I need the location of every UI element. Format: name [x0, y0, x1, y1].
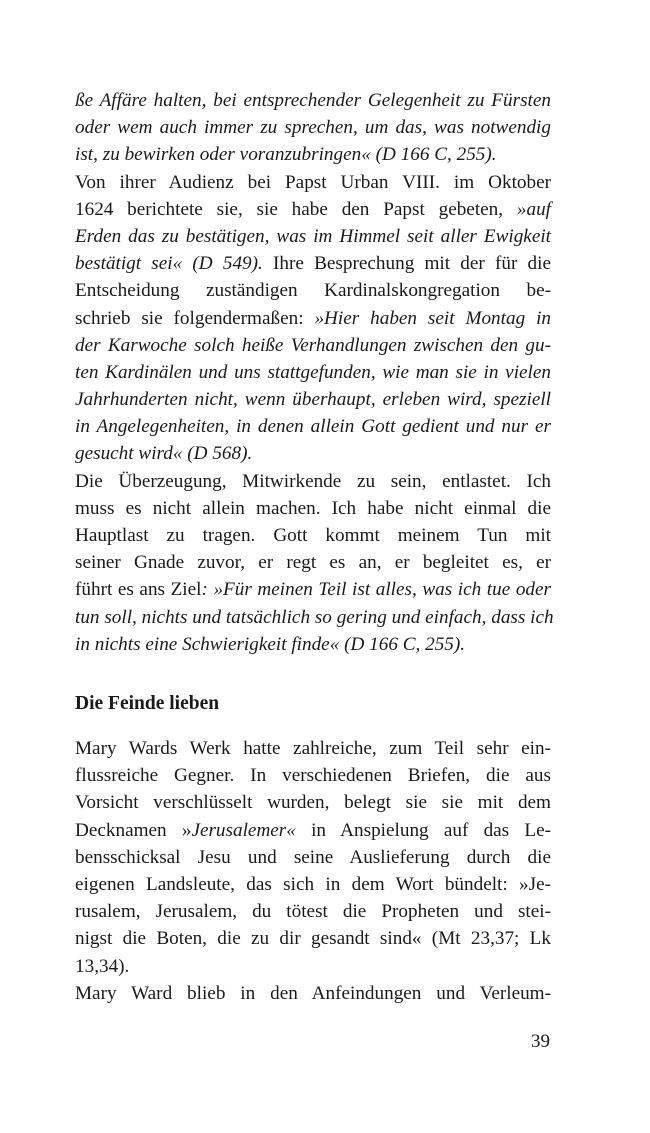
text-segment: Mary Ward blieb in den Anfeindungen und Verleum- [75, 982, 551, 1004]
text-line [75, 762, 551, 789]
text-line [75, 871, 551, 898]
italic-quote-segment: : »Für meinen Teil ist alles, was ich tue oder [201, 579, 551, 601]
text-line [75, 817, 551, 844]
text-segment: seiner Gnade zuvor, er regt es an, er begleitet es, er [75, 552, 551, 574]
italic-quote-segment: Erden das zu bestätigen, was im Himmel seit aller Ewigkeit [75, 225, 551, 247]
text-segment: in Anspielung auf das Le- [295, 819, 551, 841]
text-segment: 13,34). [75, 955, 130, 977]
body-text-bottom [75, 735, 551, 1007]
text-line [75, 87, 551, 114]
text-segment: Mary Wards Werk hatte zahlreiche, zum Teil sehr ein- [75, 738, 551, 759]
text-line [75, 495, 551, 522]
italic-quote-segment: Jerusalemer« [191, 819, 296, 841]
text-line [75, 305, 551, 332]
text-segment: schrieb sie folgendermaßen: [75, 307, 315, 329]
text-segment: eigenen Landsleute, das sich in dem Wort bündelt: »Je- [75, 873, 551, 895]
text-line [75, 735, 551, 762]
text-line [75, 631, 551, 658]
text-line [75, 576, 551, 603]
text-line [75, 250, 551, 277]
text-line [75, 169, 551, 196]
section-heading: Die Feinde lieben [75, 693, 220, 714]
italic-quote-segment: in nichts eine Schwierigkeit finde« (D 166 C, 255). [75, 633, 466, 655]
italic-quote-segment: »Hier haben seit Montag in [314, 307, 552, 329]
text-line [75, 413, 551, 440]
text-line [75, 332, 551, 359]
text-segment: rusalem, Jerusalem, du tötest die Propheten und stei- [75, 901, 551, 923]
text-line [75, 789, 551, 816]
text-line [75, 522, 551, 549]
italic-quote-segment: ße Affäre halten, bei entsprechender Gelegenheit zu Fürsten [75, 90, 551, 111]
body-text-top [75, 87, 554, 658]
text-line [75, 277, 551, 304]
text-line [75, 898, 551, 925]
italic-quote-segment: in Angelegenheiten, in denen allein Gott gedient und nur er [75, 416, 551, 438]
text-segment: muss es nicht allein machen. Ich habe nicht einmal die [75, 497, 551, 519]
text-segment: bensschicksal Jesu und seine Auslieferung durch die [75, 846, 551, 868]
text-line [75, 196, 551, 223]
text-line [75, 468, 551, 495]
text-line [75, 141, 551, 168]
text-line [75, 953, 551, 980]
text-segment: Vorsicht verschlüsselt wurden, belegt sie sie mit dem [75, 792, 551, 814]
text-segment: Die Überzeugung, Mitwirkende zu sein, entlastet. Ich [75, 470, 551, 492]
text-line [75, 440, 551, 467]
text-segment: führt es ans Ziel [75, 579, 202, 601]
text-segment: nigst die Boten, die zu dir gesandt sind« (Mt 23,37; Lk [75, 928, 551, 950]
text-segment: Decknamen » [75, 819, 192, 841]
text-line [75, 386, 551, 413]
italic-quote-segment: Jahrhunderten nicht, wenn überhaupt, erleben wird, speziell [75, 389, 551, 411]
text-segment: Von ihrer Audienz bei Papst Urban VIII. im Oktober [75, 171, 551, 193]
text-segment: Hauptlast zu tragen. Gott kommt meinem Tun mit [75, 525, 551, 546]
page-number: 39 [531, 1031, 550, 1052]
text-line [75, 925, 551, 952]
italic-quote-segment: »auf [516, 198, 551, 220]
text-line [75, 980, 551, 1007]
text-line [75, 114, 551, 141]
italic-quote-segment: tun soll, nichts und tatsächlich so gering und einfach, dass ich [75, 606, 554, 628]
italic-quote-segment: bestätigt sei« (D 549). [75, 253, 263, 275]
italic-quote-segment: gesucht wird« (D 568). [75, 443, 253, 465]
italic-quote-segment: der Karwoche solch heiße Verhandlungen zwischen den gu- [75, 334, 551, 356]
text-line [75, 223, 551, 250]
text-segment: Ihre Besprechung mit der für die [262, 253, 551, 275]
text-segment: flussreiche Gegner. In verschiedenen Briefen, die aus [75, 765, 551, 787]
italic-quote-segment: ten Kardinälen und uns stattgefunden, wie man sie in vielen [75, 361, 551, 383]
italic-quote-segment: oder wem auch immer zu sprechen, um das, was notwendig [75, 117, 551, 139]
text-line [75, 604, 554, 631]
italic-quote-segment: ist, zu bewirken oder voranzubringen« (D 166 C, 255). [75, 144, 497, 166]
text-segment: Entscheidung zuständigen Kardinalskongregation be- [75, 280, 551, 302]
text-line [75, 359, 551, 386]
text-line [75, 844, 551, 871]
text-segment: 1624 berichtete sie, sie habe den Papst gebeten, [75, 198, 517, 220]
text-line [75, 549, 551, 576]
